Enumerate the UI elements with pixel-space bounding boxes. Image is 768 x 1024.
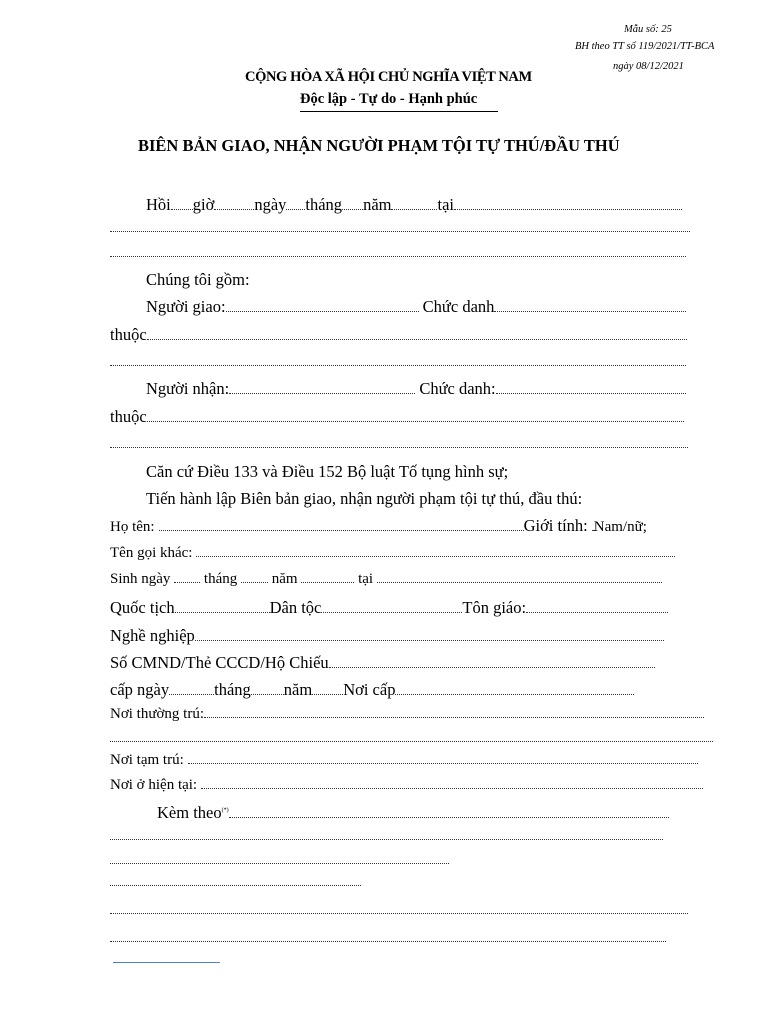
receiver-line	[146, 379, 686, 399]
receiver-label: Người nhận:	[146, 379, 230, 398]
current-label: Nơi ở hiện tại:	[110, 777, 198, 793]
form-issued-date: ngày 08/12/2021	[613, 61, 684, 72]
legal-basis: Căn cứ Điều 133 và Điều 152 Bộ luật Tố tụng hình sự;	[146, 462, 509, 481]
attached-continuation-line[interactable]	[110, 839, 663, 840]
issue-place-field[interactable]	[395, 693, 634, 695]
current-line	[110, 777, 703, 794]
tai-label: tại	[437, 195, 454, 214]
dob-label: Sinh ngày	[110, 571, 171, 587]
giver-unit-label: thuộc	[110, 325, 147, 344]
temporary-line	[110, 752, 698, 769]
receiver-unit-line	[110, 407, 684, 427]
receiver-unit-field[interactable]	[147, 420, 684, 422]
year-field[interactable]	[391, 208, 437, 210]
national-motto: Độc lập - Tự do - Hạnh phúc	[300, 91, 478, 107]
name-field[interactable]	[159, 529, 524, 531]
footnote-separator	[113, 962, 220, 963]
giver-title-label: Chức danh	[422, 297, 495, 316]
ngay-label: ngày	[254, 195, 287, 214]
permanent-field[interactable]	[204, 716, 704, 718]
issue-day-field[interactable]	[169, 693, 214, 695]
receiver-name-field[interactable]	[229, 392, 415, 394]
form-issued-by: BH theo TT số 119/2021/TT-BCA	[575, 41, 715, 52]
nationality-field[interactable]	[175, 611, 270, 613]
attached-continuation-line[interactable]	[110, 913, 688, 914]
giver-title-field[interactable]	[494, 310, 686, 312]
gender-value: Nam/nữ;	[593, 519, 647, 535]
giver-unit-continuation-line[interactable]	[110, 365, 686, 366]
motto-underline	[300, 111, 498, 112]
issue-year-field[interactable]	[312, 693, 343, 695]
form-number: Mẫu số: 25	[624, 24, 672, 35]
place-continuation-line[interactable]	[110, 231, 690, 232]
issue-date-label: cấp ngày	[110, 680, 170, 699]
issue-line	[110, 680, 634, 700]
id-line	[110, 653, 655, 673]
permanent-line	[110, 706, 704, 723]
alias-line	[110, 544, 675, 562]
giver-name-field[interactable]	[226, 310, 419, 312]
giver-label: Người giao:	[146, 297, 226, 316]
permanent-label: Nơi thường trú:	[110, 706, 204, 722]
attached-note-marker: (*)	[221, 807, 229, 814]
religion-label: Tôn giáo:	[462, 598, 527, 617]
gio-label: giờ	[192, 195, 215, 214]
place-field[interactable]	[454, 208, 682, 210]
id-number-field[interactable]	[329, 666, 655, 668]
occupation-line	[110, 626, 664, 646]
month-field[interactable]	[342, 208, 363, 210]
issue-place-label: Nơi cấp	[343, 680, 396, 699]
id-label: Số CMND/Thẻ CCCD/Hộ Chiếu	[110, 653, 329, 672]
minute-field[interactable]	[214, 208, 254, 210]
participants-intro: Chúng tôi gồm:	[146, 270, 250, 289]
procedure-statement: Tiến hành lập Biên bản giao, nhận người phạm tội tự thú, đầu thú:	[146, 489, 583, 508]
current-field[interactable]	[201, 787, 703, 789]
receiver-title-field[interactable]	[496, 392, 686, 394]
receiver-unit-label: thuộc	[110, 407, 147, 426]
document-title: BIÊN BẢN GIAO, NHẬN NGƯỜI PHẠM TỘI TỰ THÚ/ĐẦU THÚ	[138, 136, 620, 155]
attached-field[interactable]	[229, 816, 669, 818]
place-continuation-line[interactable]	[110, 256, 686, 257]
alias-field[interactable]	[196, 555, 675, 557]
dob-month-field[interactable]	[241, 581, 268, 583]
receiver-unit-continuation-line[interactable]	[110, 447, 688, 448]
permanent-continuation-line[interactable]	[110, 741, 713, 742]
religion-field[interactable]	[526, 611, 668, 613]
issue-year-label: năm	[283, 680, 313, 699]
occupation-field[interactable]	[195, 639, 664, 641]
time-place-line	[146, 195, 682, 215]
day-field[interactable]	[286, 208, 305, 210]
name-line	[110, 516, 647, 536]
temporary-field[interactable]	[188, 762, 698, 764]
dob-day-field[interactable]	[174, 581, 200, 583]
attached-continuation-line[interactable]	[110, 885, 361, 886]
issue-month-field[interactable]	[251, 693, 284, 695]
name-label: Họ tên:	[110, 519, 155, 535]
dob-month-label: tháng	[203, 571, 238, 587]
dob-place-field[interactable]	[377, 581, 662, 583]
dob-year-label: năm	[271, 571, 298, 587]
attached-label: Kèm theo	[157, 803, 222, 822]
temporary-label: Nơi tạm trú:	[110, 752, 184, 768]
nam-label: năm	[363, 195, 392, 214]
alias-label: Tên gọi khác:	[110, 545, 193, 561]
dob-year-field[interactable]	[301, 581, 354, 583]
occupation-label: Nghề nghiệp	[110, 626, 195, 645]
thang-label: tháng	[305, 195, 343, 214]
ethnicity-field[interactable]	[321, 611, 462, 613]
nationality-line	[110, 598, 668, 618]
hoi-label: Hồi	[146, 195, 171, 214]
hour-field[interactable]	[171, 208, 193, 210]
issue-month-label: tháng	[214, 680, 251, 699]
attached-line	[157, 803, 669, 823]
giver-unit-line	[110, 325, 687, 345]
gender-label: Giới tính:	[523, 516, 588, 535]
nationality-label: Quốc tịch	[110, 598, 175, 617]
giver-unit-field[interactable]	[147, 338, 687, 340]
dob-place-label: tại	[358, 571, 374, 587]
ethnicity-label: Dân tộc	[269, 598, 322, 617]
attached-continuation-line[interactable]	[110, 863, 449, 864]
dob-line	[110, 571, 662, 588]
country-name: CỘNG HÒA XÃ HỘI CHỦ NGHĨA VIỆT NAM	[245, 69, 532, 85]
giver-line	[146, 297, 686, 317]
attached-continuation-line[interactable]	[110, 941, 666, 942]
receiver-title-label: Chức danh:	[419, 379, 496, 398]
